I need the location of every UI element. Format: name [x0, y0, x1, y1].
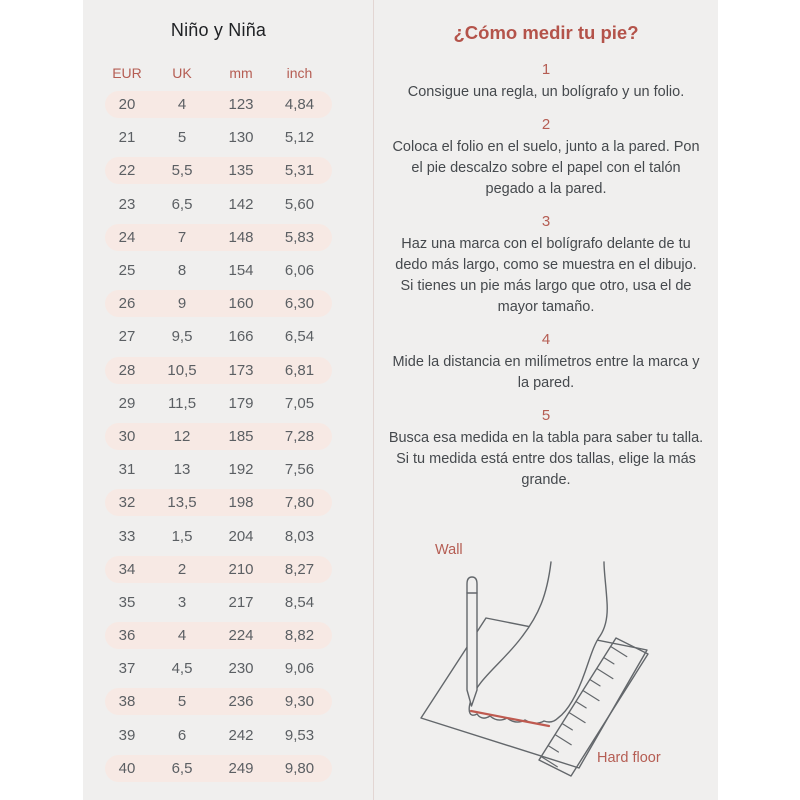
- table-cell: 242: [228, 726, 254, 744]
- table-cell: 21: [118, 129, 136, 147]
- table-cell: 210: [228, 560, 254, 578]
- foot-measuring-illustration: [411, 540, 719, 790]
- table-row: [105, 719, 332, 752]
- instructions-steps: [374, 60, 718, 491]
- table-cell: 40: [118, 759, 136, 777]
- table-row-pill: [105, 556, 332, 583]
- table-cell: 1,5: [171, 527, 193, 545]
- table-cell: 6: [177, 726, 187, 744]
- table-cell: 34: [118, 560, 136, 578]
- table-row: [105, 519, 332, 552]
- table-cell: 4,84: [284, 96, 315, 114]
- size-table-header-row: [105, 64, 332, 82]
- table-cell: 6,54: [284, 328, 315, 346]
- table-cell: 9,06: [284, 660, 315, 678]
- table-cell: 13,5: [167, 494, 197, 512]
- step-number: 4: [541, 331, 551, 348]
- column-header-inch: inch: [286, 65, 313, 81]
- table-cell: 204: [228, 527, 254, 545]
- step-number: 3: [541, 213, 551, 230]
- step-text: Busca esa medida en la tabla para saber tu talla. Si tu medida está entre dos tallas, elige la más grande.: [388, 430, 704, 488]
- step-number: 1: [541, 61, 551, 78]
- pen-icon: [467, 577, 477, 706]
- table-cell: 7,05: [284, 394, 315, 412]
- table-cell: 6,81: [284, 361, 315, 379]
- table-cell: 8,54: [284, 593, 315, 611]
- table-row: [105, 354, 332, 387]
- table-cell: 179: [228, 394, 254, 412]
- table-cell: 8,27: [284, 560, 315, 578]
- table-row: [105, 619, 332, 652]
- table-cell: 22: [118, 162, 136, 180]
- table-cell: 5: [177, 129, 187, 147]
- table-cell: 26: [118, 295, 136, 313]
- table-cell: 7: [177, 228, 187, 246]
- table-row-pill: [105, 91, 332, 118]
- table-row: [105, 221, 332, 254]
- table-cell: 8: [177, 262, 187, 280]
- table-cell: 9,30: [284, 693, 315, 711]
- table-cell: 29: [118, 394, 136, 412]
- table-cell: 35: [118, 593, 136, 611]
- step-text: Mide la distancia en milímetros entre la marca y la pared.: [392, 354, 700, 391]
- table-cell: 185: [228, 427, 254, 445]
- table-cell: 32: [118, 494, 136, 512]
- table-cell: 160: [228, 295, 254, 313]
- table-cell: 30: [118, 427, 136, 445]
- table-cell: 166: [228, 328, 254, 346]
- table-row-pill: [105, 722, 332, 749]
- table-cell: 11,5: [167, 394, 197, 412]
- table-row-pill: [105, 688, 332, 715]
- column-header-uk: UK: [172, 65, 192, 81]
- table-row: [105, 320, 332, 353]
- table-cell: 28: [118, 361, 136, 379]
- table-cell: 6,5: [171, 195, 193, 213]
- table-row: [105, 453, 332, 486]
- table-cell: 8,03: [284, 527, 315, 545]
- table-cell: 7,56: [284, 461, 315, 479]
- size-guide-card: [83, 0, 718, 800]
- table-row-pill: [105, 290, 332, 317]
- table-cell: 6,30: [284, 295, 315, 313]
- table-row: [105, 154, 332, 187]
- table-row: [105, 420, 332, 453]
- table-cell: 8,82: [284, 627, 315, 645]
- hard-floor-label: Hard floor: [597, 750, 661, 766]
- table-cell: 5,60: [284, 195, 315, 213]
- table-row: [105, 685, 332, 718]
- table-cell: 10,5: [167, 361, 197, 379]
- table-cell: 24: [118, 228, 136, 246]
- foot-measuring-diagram: [411, 540, 719, 790]
- table-cell: 25: [118, 262, 136, 280]
- table-cell: 148: [228, 228, 254, 246]
- table-cell: 20: [118, 96, 136, 114]
- table-cell: 123: [228, 96, 254, 114]
- table-row: [105, 387, 332, 420]
- table-row-pill: [105, 357, 332, 384]
- table-row: [105, 287, 332, 320]
- table-cell: 9,80: [284, 759, 315, 777]
- table-cell: 12: [173, 427, 191, 445]
- column-header-mm: mm: [229, 65, 253, 81]
- table-row-pill: [105, 589, 332, 616]
- table-cell: 37: [118, 660, 136, 678]
- table-cell: 38: [118, 693, 136, 711]
- instructions-title: ¿Cómo medir tu pie?: [453, 22, 639, 43]
- size-table-rows: [105, 88, 332, 785]
- table-row-pill: [105, 390, 332, 417]
- foot-outline: [469, 562, 607, 723]
- table-row: [105, 188, 332, 221]
- table-cell: 33: [118, 527, 136, 545]
- wall-label: Wall: [435, 542, 463, 558]
- table-row-pill: [105, 323, 332, 350]
- table-cell: 7,80: [284, 494, 315, 512]
- table-row-pill: [105, 423, 332, 450]
- step-text: Coloca el folio en el suelo, junto a la pared. Pon el pie descalzo sobre el papel con el talón pegado a la pared.: [392, 139, 700, 197]
- table-cell: 192: [228, 461, 254, 479]
- table-cell: 135: [228, 162, 254, 180]
- table-cell: 5,83: [284, 228, 315, 246]
- table-row-pill: [105, 157, 332, 184]
- table-cell: 39: [118, 726, 136, 744]
- table-cell: 5,31: [284, 162, 315, 180]
- table-cell: 2: [177, 560, 187, 578]
- table-cell: 27: [118, 328, 136, 346]
- table-row-pill: [105, 655, 332, 682]
- table-cell: 142: [228, 195, 254, 213]
- table-row-pill: [105, 523, 332, 550]
- table-cell: 154: [228, 262, 254, 280]
- size-table: [105, 0, 332, 785]
- table-row: [105, 486, 332, 519]
- table-cell: 230: [228, 660, 254, 678]
- table-cell: 6,06: [284, 262, 315, 280]
- table-row: [105, 121, 332, 154]
- table-row-pill: [105, 456, 332, 483]
- table-row-pill: [105, 489, 332, 516]
- table-cell: 236: [228, 693, 254, 711]
- table-row-pill: [105, 257, 332, 284]
- table-row-pill: [105, 224, 332, 251]
- table-cell: 6,5: [171, 759, 193, 777]
- step-number: 5: [541, 407, 551, 424]
- table-cell: 31: [118, 461, 136, 479]
- table-row: [105, 586, 332, 619]
- size-table-title: Niño y Niña: [170, 20, 267, 40]
- table-row-pill: [105, 755, 332, 782]
- table-cell: 5,12: [284, 129, 315, 147]
- instructions-section: [373, 0, 718, 800]
- table-row-pill: [105, 124, 332, 151]
- column-header-eur: EUR: [112, 65, 142, 81]
- step-number: 2: [541, 116, 551, 133]
- table-cell: 4,5: [171, 660, 193, 678]
- table-cell: 130: [228, 129, 254, 147]
- table-row-pill: [105, 191, 332, 218]
- table-cell: 4: [177, 627, 187, 645]
- table-cell: 3: [177, 593, 187, 611]
- table-row: [105, 553, 332, 586]
- table-cell: 198: [228, 494, 254, 512]
- table-cell: 13: [173, 461, 191, 479]
- table-row: [105, 652, 332, 685]
- table-row: [105, 254, 332, 287]
- table-cell: 7,28: [284, 427, 315, 445]
- table-row: [105, 88, 332, 121]
- table-cell: 36: [118, 627, 136, 645]
- table-cell: 9: [177, 295, 187, 313]
- step-text: Consigue una regla, un bolígrafo y un folio.: [407, 84, 685, 100]
- table-row: [105, 752, 332, 785]
- table-cell: 23: [118, 195, 136, 213]
- table-cell: 217: [228, 593, 254, 611]
- table-cell: 5: [177, 693, 187, 711]
- table-cell: 4: [177, 96, 187, 114]
- table-cell: 224: [228, 627, 254, 645]
- size-table-section: [83, 0, 373, 800]
- table-cell: 5,5: [171, 162, 193, 180]
- table-cell: 173: [228, 361, 254, 379]
- table-cell: 9,5: [171, 328, 193, 346]
- table-cell: 9,53: [284, 726, 315, 744]
- table-row-pill: [105, 622, 332, 649]
- table-cell: 249: [228, 759, 254, 777]
- step-text: Haz una marca con el bolígrafo delante de tu dedo más largo, como se muestra en el dibujo. Si tienes un pie más largo que otro, usa el de mayor tamaño.: [395, 236, 697, 315]
